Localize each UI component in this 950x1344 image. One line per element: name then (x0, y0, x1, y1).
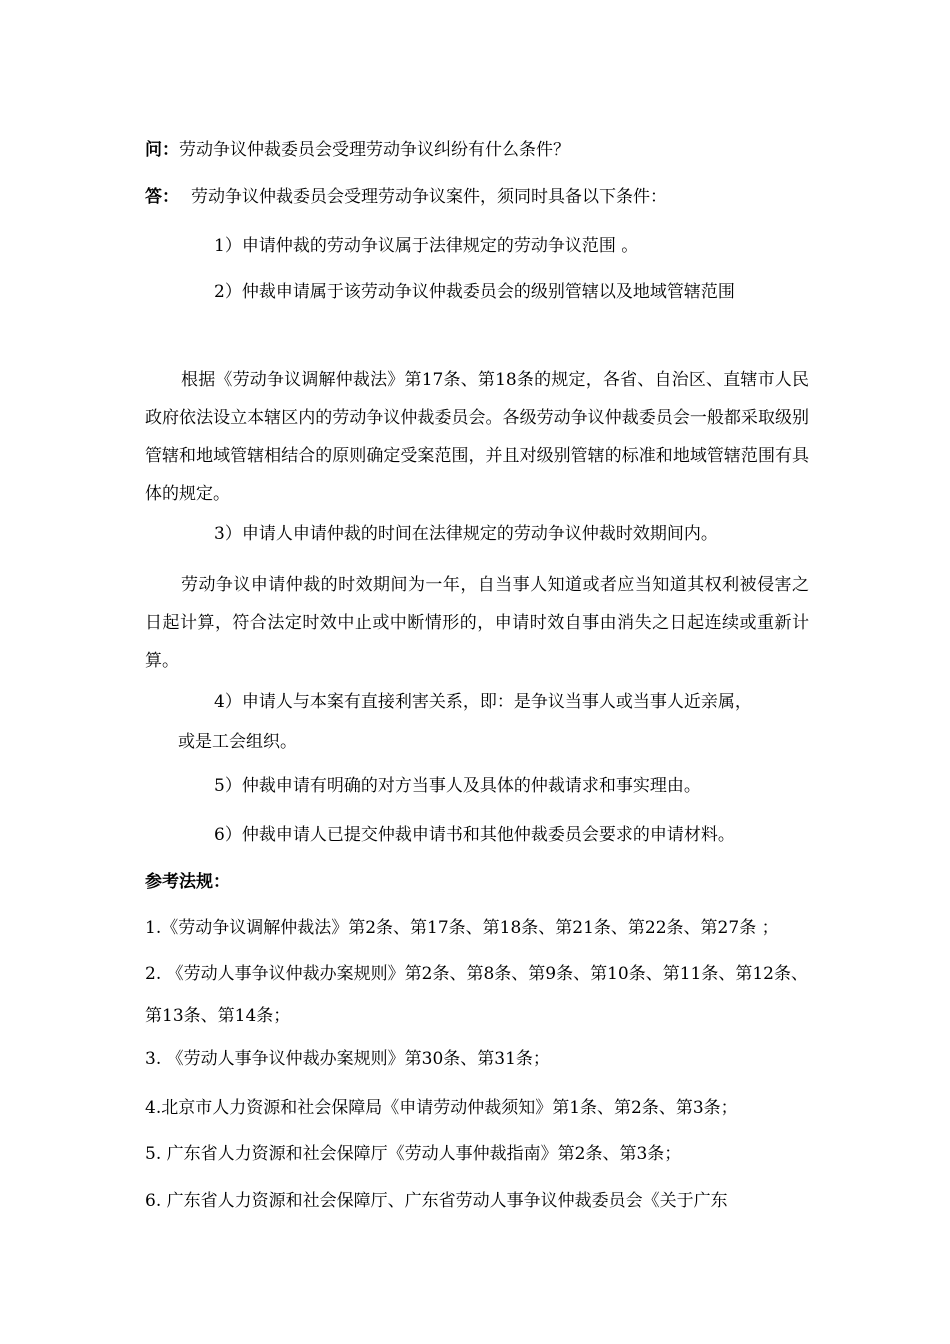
reference-item: 3. 《劳动人事争议仲裁办案规则》第30条、第31条； (145, 1049, 550, 1069)
condition-item: 5）仲裁申请有明确的对方当事人及具体的仲裁请求和事实理由。 (214, 776, 701, 796)
answer-text: 劳动争议仲裁委员会受理劳动争议案件，须同时具备以下条件： (191, 187, 667, 207)
reference-item: 2. 《劳动人事争议仲裁办案规则》第2条、第8条、第9条、第10条、第11条、第12条、第13条、第14条； (145, 964, 808, 1026)
reference-item: 1.《劳动争议调解仲裁法》第2条、第17条、第18条、第21条、第22条、第27条 ； (145, 918, 779, 938)
condition-item-continuation: 或是工会组织。 (178, 732, 297, 752)
condition-item: 3）申请人申请仲裁的时间在法律规定的劳动争议仲裁时效期间内。 (214, 524, 718, 544)
reference-item: 6. 广东省人力资源和社会保障厅、广东省劳动人事争议仲裁委员会《关于广东 (145, 1191, 728, 1211)
condition-item: 4）申请人与本案有直接利害关系，即：是争议当事人或当事人近亲属， (214, 692, 752, 712)
question-line (145, 138, 570, 162)
condition-item: 6）仲裁申请人已提交仲裁申请书和其他仲裁委员会要求的申请材料。 (214, 825, 735, 845)
reference-item: 4.北京市人力资源和社会保障局《申请劳动仲裁须知》第1条、第2条、第3条； (145, 1098, 738, 1118)
question-label: 问： (145, 140, 179, 160)
reference-item: 5. 广东省人力资源和社会保障厅《劳动人事仲裁指南》第2条、第3条； (145, 1144, 682, 1164)
answer-label: 答： (145, 187, 179, 207)
condition-item: 2）仲裁申请属于该劳动争议仲裁委员会的级别管辖以及地域管辖范围 (214, 282, 735, 302)
jurisdiction-paragraph: 根据《劳动争议调解仲裁法》第17条、第18条的规定，各省、自治区、直辖市人民政府依法设立本辖区内的劳动争议仲裁委员会。各级劳动争议仲裁委员会一般都采取级别管辖和地域管辖相结合的原则确定受案范围，并且对级别管辖的标准和地域管辖范围有具体的规定。 (145, 370, 809, 504)
references-heading: 参考法规： (145, 872, 230, 892)
question-text: 劳动争议仲裁委员会受理劳动争议纠纷有什么条件？ (179, 140, 570, 160)
answer-line (145, 185, 667, 209)
limitation-paragraph: 劳动争议申请仲裁的时效期间为一年，自当事人知道或者应当知道其权利被侵害之日起计算，符合法定时效中止或中断情形的，申请时效自事由消失之日起连续或重新计算。 (145, 575, 809, 671)
condition-item: 1）申请仲裁的劳动争议属于法律规定的劳动争议范围 。 (214, 236, 639, 256)
